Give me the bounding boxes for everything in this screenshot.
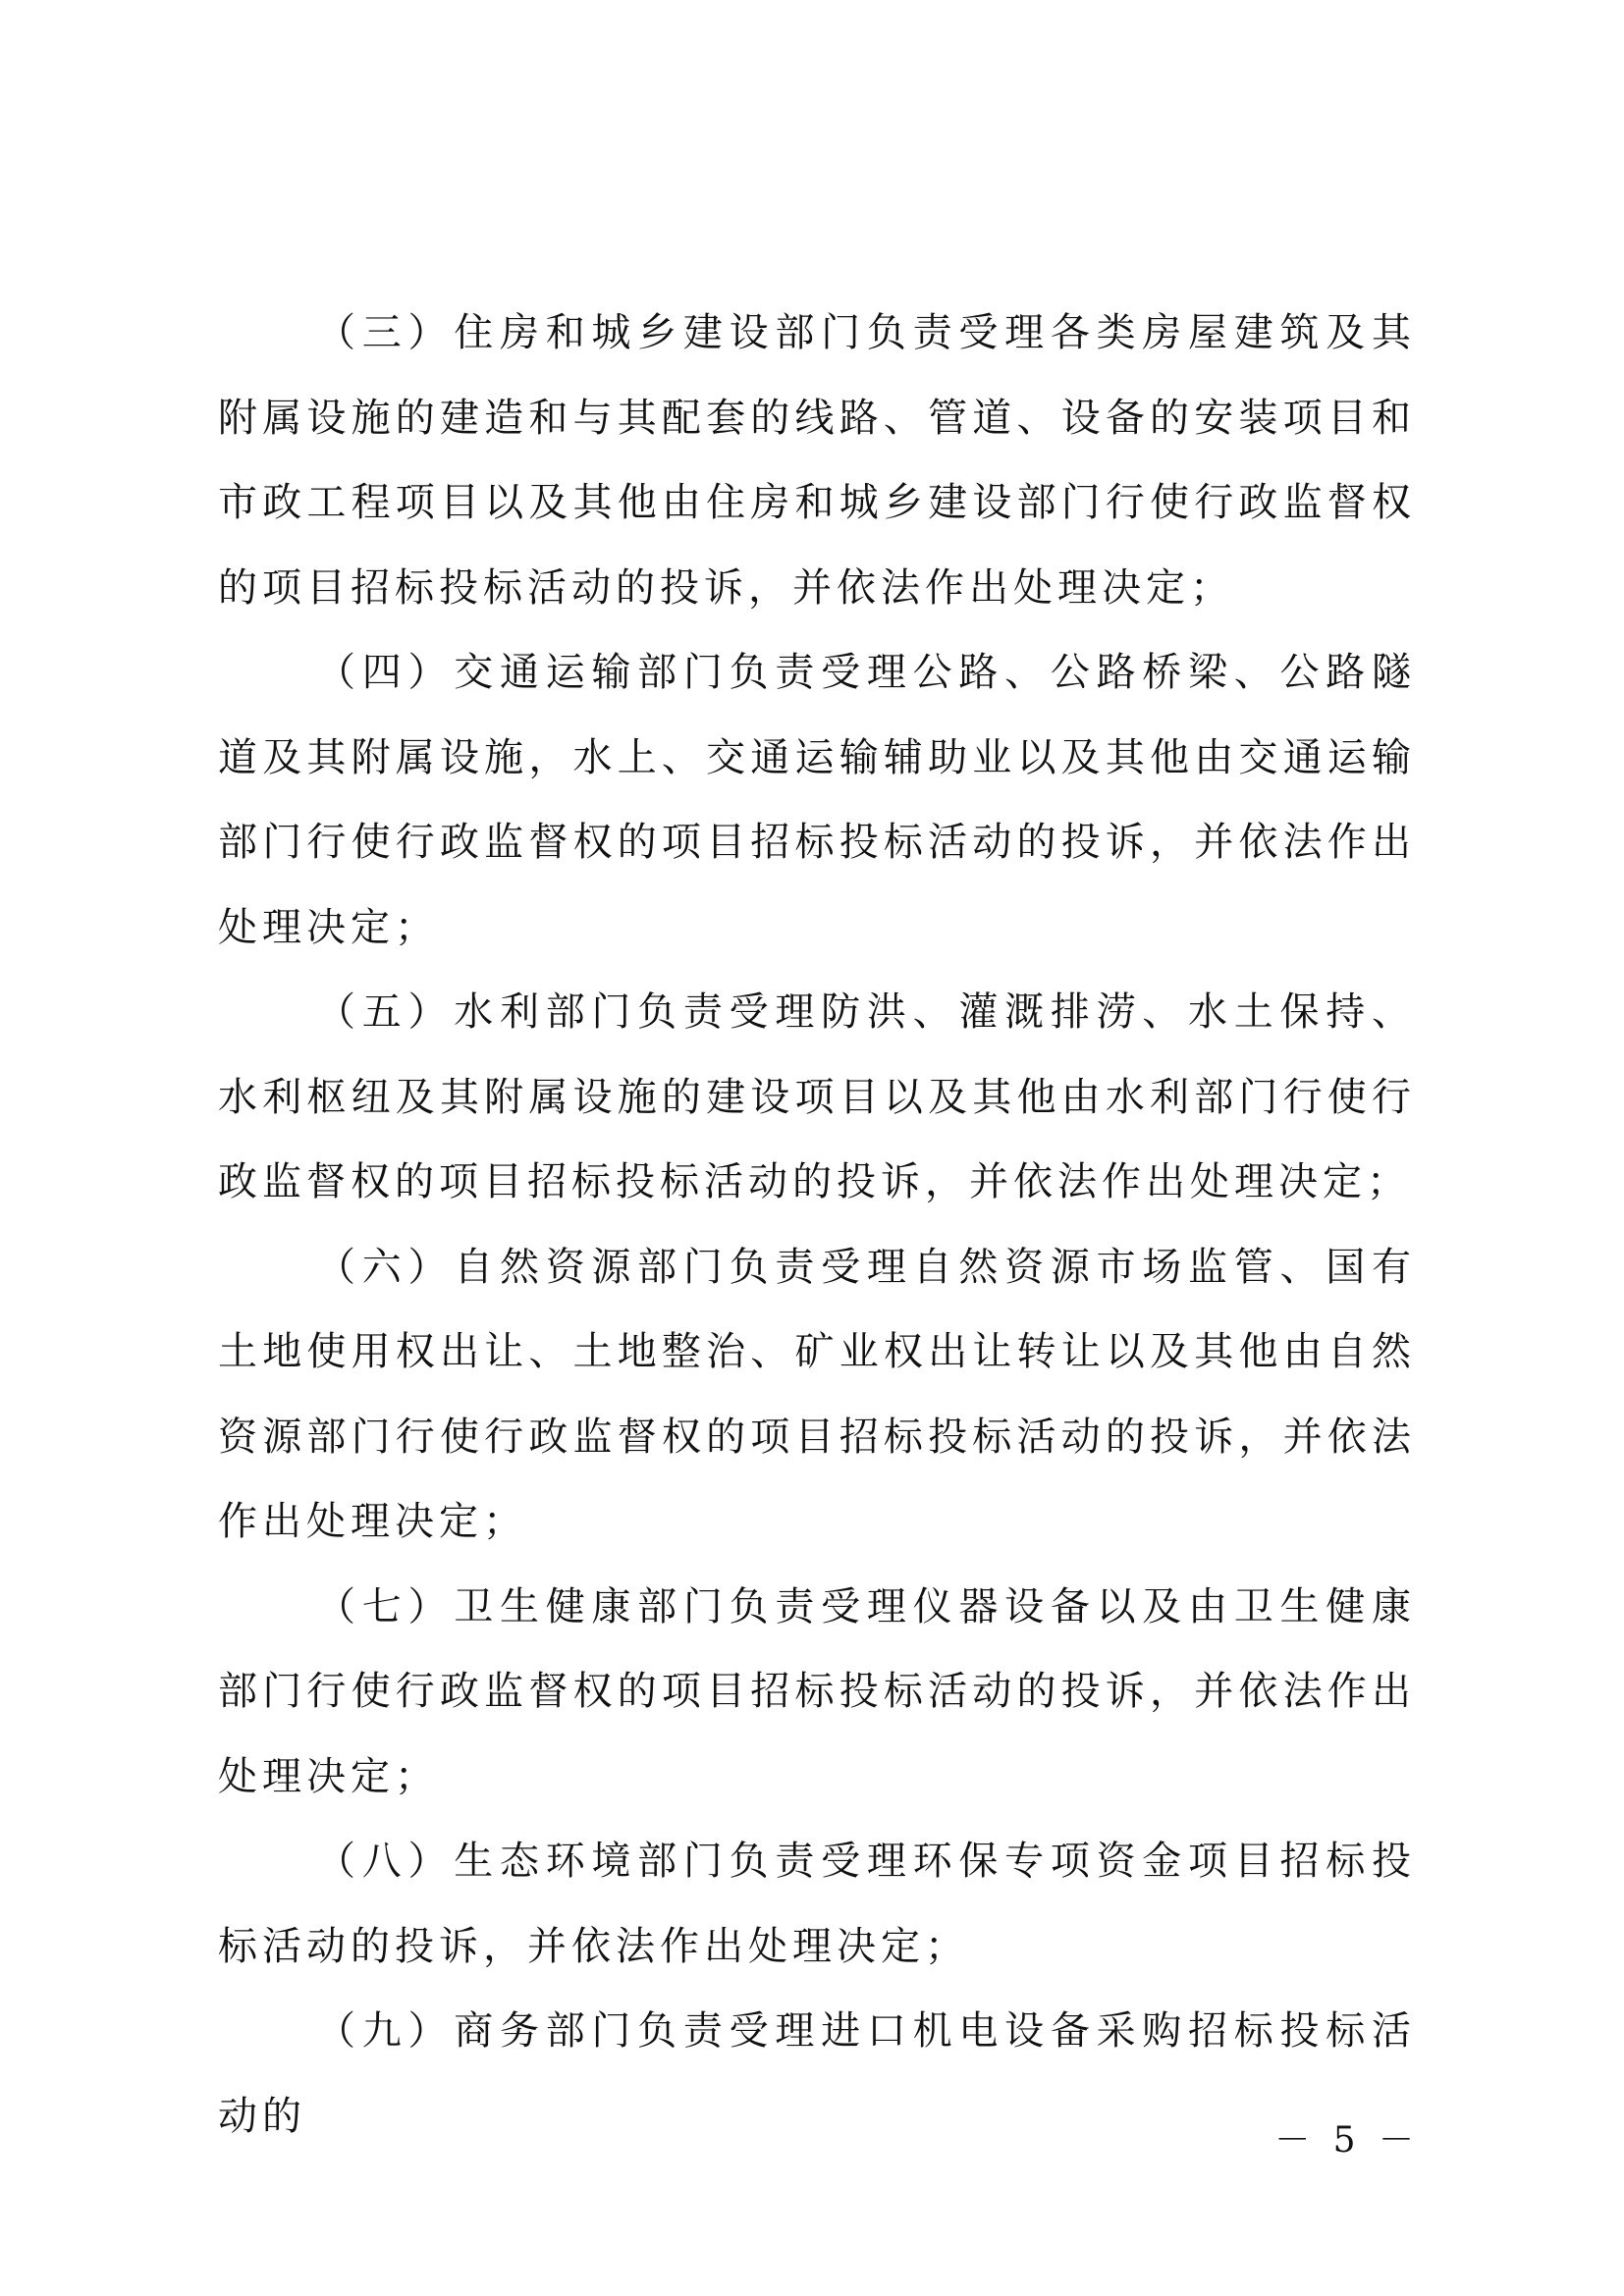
paragraph-item-9: （九）商务部门负责受理进口机电设备采购招标投标活动的 xyxy=(218,2008,1416,2139)
paragraph-item-8: （八）生态环境部门负责受理环保专项资金项目招标投标活动的投诉，并依法作出处理决定； xyxy=(218,1839,1416,1969)
paragraph-item-7: （七）卫生健康部门负责受理仪器设备以及由卫生健康部门行使行政监督权的项目招标投标活动的投诉，并依法作出处理决定； xyxy=(218,1583,1416,1799)
paragraph-item-3: （三）住房和城乡建设部门负责受理各类房屋建筑及其附属设施的建造和与其配套的线路、管道、设备的安装项目和市政工程项目以及其他由住房和城乡建设部门行使行政监督权的项目招标投标活动的投诉，并依法作出处理决定； xyxy=(218,310,1416,611)
paragraph-item-4: （四）交通运输部门负责受理公路、公路桥梁、公路隧道及其附属设施，水上、交通运输辅助业以及其他由交通运输部门行使行政监督权的项目招标投标活动的投诉，并依法作出处理决定； xyxy=(218,650,1416,950)
page-number: － 5 － xyxy=(1274,2120,1420,2161)
document-body xyxy=(218,291,1416,2159)
paragraph-item-5: （五）水利部门负责受理防洪、灌溉排涝、水土保持、水利枢纽及其附属设施的建设项目以及其他由水利部门行使行政监督权的项目招标投标活动的投诉，并依法作出处理决定； xyxy=(218,989,1416,1204)
paragraph-item-6: （六）自然资源部门负责受理自然资源市场监管、国有土地使用权出让、土地整治、矿业权出让转让以及其他由自然资源部门行使行政监督权的项目招标投标活动的投诉，并依法作出处理决定； xyxy=(218,1244,1416,1544)
